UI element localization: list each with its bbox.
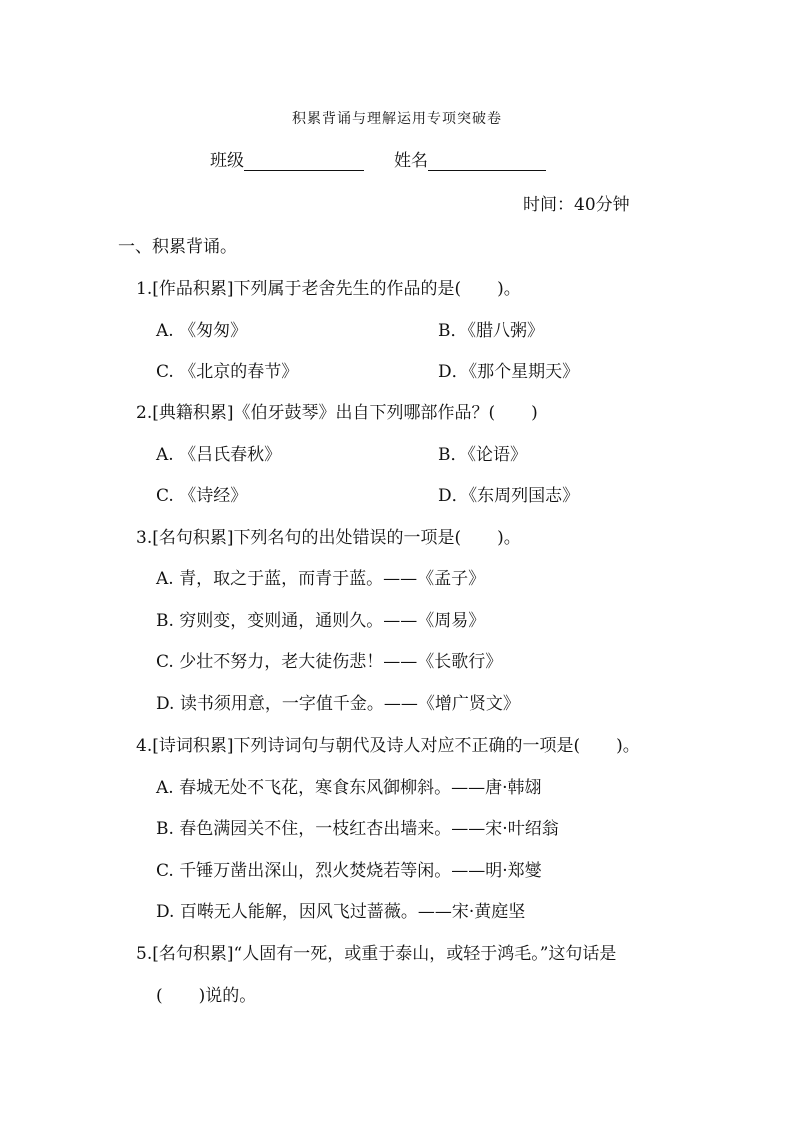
question-number: 4. [136,736,153,756]
question-3 [136,523,521,548]
question-tag: [典籍积累] [152,403,234,423]
option-b: B. 春色满园关不住，一枝红杏出墙来。——宋·叶绍翁 [156,819,559,839]
question-tag: [诗词积累] [152,736,234,756]
question-stem-end: )。 [497,528,521,548]
paren-open: ( [156,986,163,1006]
question-1 [136,274,521,299]
page-title: 积累背诵与理解运用专项突破卷 [292,111,502,127]
name-blank[interactable] [428,152,546,171]
question-stem: 《伯牙鼓琴》出自下列哪部作品？( [233,403,496,423]
question-tag: [名句积累] [152,944,234,964]
question-stem: 下列诗词句与朝代及诗人对应不正确的一项是( [233,736,581,756]
option-b: B．《论语》 [438,445,527,465]
question-5 [136,939,616,964]
option-a: A. 春城无处不飞花，寒食东风御柳斜。——唐·韩翃 [156,778,542,798]
question-number: 1. [136,279,153,299]
option-c: C. 《北京的春节》 [156,362,299,382]
question-stem-end: ) [531,403,538,423]
question-number: 3. [136,528,153,548]
name-label: 姓名 [394,151,428,171]
question-stem-end: )说的。 [198,986,257,1006]
class-blank[interactable] [244,152,364,171]
option-c: C. 《诗经》 [156,486,248,506]
option-d: D. 百啭无人能解，因风飞过蔷薇。——宋·黄庭坚 [156,902,526,922]
option-a: A. 《吕氏春秋》 [156,445,282,465]
question-number: 2. [136,403,153,423]
question-stem-end: )。 [497,279,521,299]
option-c: C. 千锤万凿出深山，烈火焚烧若等闲。——明·郑燮 [156,861,542,881]
option-d: D．《东周列国志》 [438,486,580,506]
question-stem: 下列属于老舍先生的作品的是( [233,279,462,299]
question-stem: “人固有一死，或重于泰山，或轻于鸿毛。”这句话是 [233,944,617,964]
class-label: 班级 [210,151,244,171]
question-tag: [名句积累] [152,528,234,548]
question-4 [136,731,640,756]
question-number: 5. [136,944,153,964]
option-b: B．《腊八粥》 [438,321,544,341]
option-a: A. 《匆匆》 [156,321,248,341]
time-limit: 时间：40分钟 [523,195,630,215]
option-c: C. 少壮不努力，老大徒伤悲！——《长歌行》 [156,652,503,672]
question-stem-end: )。 [616,736,640,756]
option-d: D. 读书须用意，一字值千金。——《增广贤文》 [156,694,520,714]
question-5-line-2 [156,981,256,1006]
question-2 [136,398,538,423]
question-stem: 下列名句的出处错误的一项是( [233,528,462,548]
option-b: B. 穷则变，变则通，通则久。——《周易》 [156,611,486,631]
student-info-row [210,146,546,171]
section-heading: 一、积累背诵。 [118,237,237,257]
question-tag: [作品积累] [152,279,234,299]
option-d: D．《那个星期天》 [438,362,580,382]
option-a: A. 青，取之于蓝，而青于蓝。——《孟子》 [156,569,486,589]
